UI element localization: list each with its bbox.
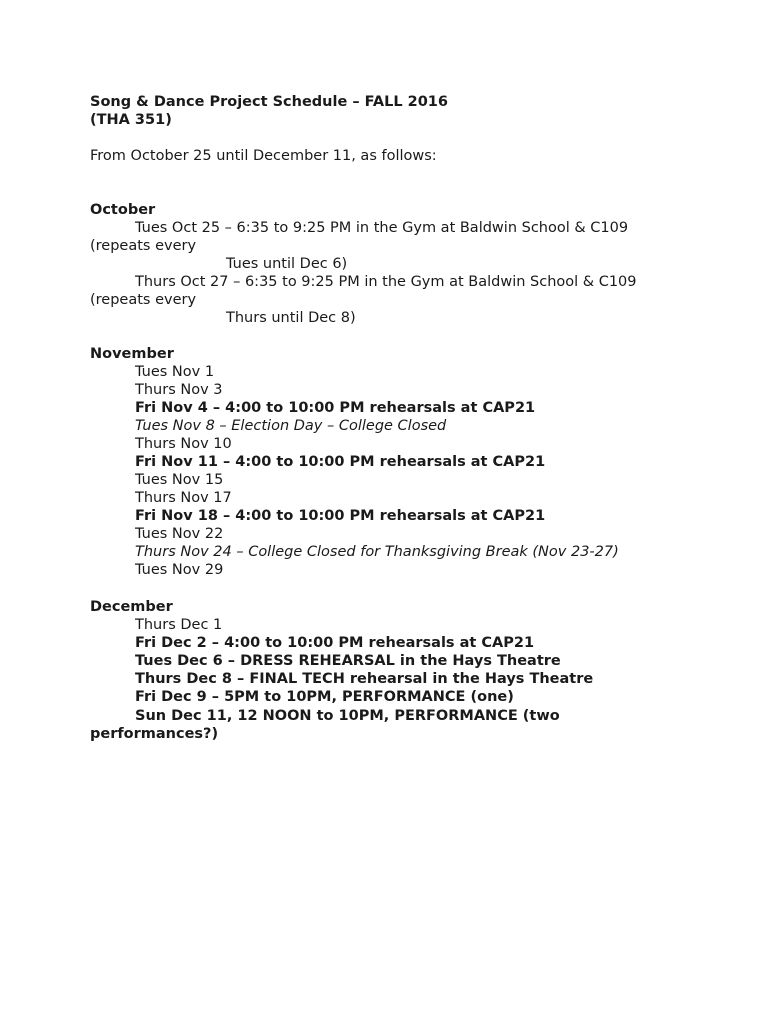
- schedule-entry: Tues Nov 15: [135, 472, 224, 488]
- performance-entry: Sun Dec 11, 12 NOON to 10PM, PERFORMANCE (two: [135, 708, 560, 724]
- schedule-entry: Thurs Dec 1: [135, 617, 223, 633]
- schedule-entry-wrap: (repeats every: [90, 292, 197, 308]
- intro-text: From October 25 until December 11, as follows:: [90, 148, 437, 164]
- performance-entry: Fri Dec 9 – 5PM to 10PM, PERFORMANCE (one): [135, 689, 514, 705]
- document-title: Song & Dance Project Schedule – FALL 2016: [90, 94, 448, 110]
- section-heading-november: November: [90, 346, 174, 362]
- schedule-entry: Thurs Nov 3: [135, 382, 223, 398]
- section-heading-december: December: [90, 599, 173, 615]
- performance-entry-wrap: performances?): [90, 726, 219, 742]
- schedule-entry-continuation: Tues until Dec 6): [226, 256, 348, 272]
- schedule-entry: Tues Nov 22: [135, 526, 224, 542]
- rehearsal-entry: Fri Nov 18 – 4:00 to 10:00 PM rehearsals at CAP21: [135, 508, 546, 524]
- schedule-entry-continuation: Thurs until Dec 8): [226, 310, 356, 326]
- tech-rehearsal-entry: Thurs Dec 8 – FINAL TECH rehearsal in the Hays Theatre: [135, 671, 594, 687]
- closure-entry: Thurs Nov 24 – College Closed for Thanksgiving Break (Nov 23-27): [135, 544, 619, 560]
- schedule-entry: Tues Nov 1: [135, 364, 215, 380]
- schedule-entry: Tues Oct 25 – 6:35 to 9:25 PM in the Gym at Baldwin School & C109: [135, 220, 629, 236]
- course-code: (THA 351): [90, 112, 172, 128]
- schedule-entry: Thurs Nov 17: [135, 490, 232, 506]
- section-heading-october: October: [90, 202, 156, 218]
- closure-entry: Tues Nov 8 – Election Day – College Closed: [135, 418, 447, 434]
- schedule-entry-wrap: (repeats every: [90, 238, 197, 254]
- schedule-entry: Thurs Nov 10: [135, 436, 232, 452]
- rehearsal-entry: Fri Dec 2 – 4:00 to 10:00 PM rehearsals at CAP21: [135, 635, 535, 651]
- schedule-entry: Tues Nov 29: [135, 562, 224, 578]
- rehearsal-entry: Fri Nov 4 – 4:00 to 10:00 PM rehearsals at CAP21: [135, 400, 536, 416]
- rehearsal-entry: Fri Nov 11 – 4:00 to 10:00 PM rehearsals at CAP21: [135, 454, 546, 470]
- dress-rehearsal-entry: Tues Dec 6 – DRESS REHEARSAL in the Hays Theatre: [135, 653, 561, 669]
- schedule-entry: Thurs Oct 27 – 6:35 to 9:25 PM in the Gym at Baldwin School & C109: [135, 274, 637, 290]
